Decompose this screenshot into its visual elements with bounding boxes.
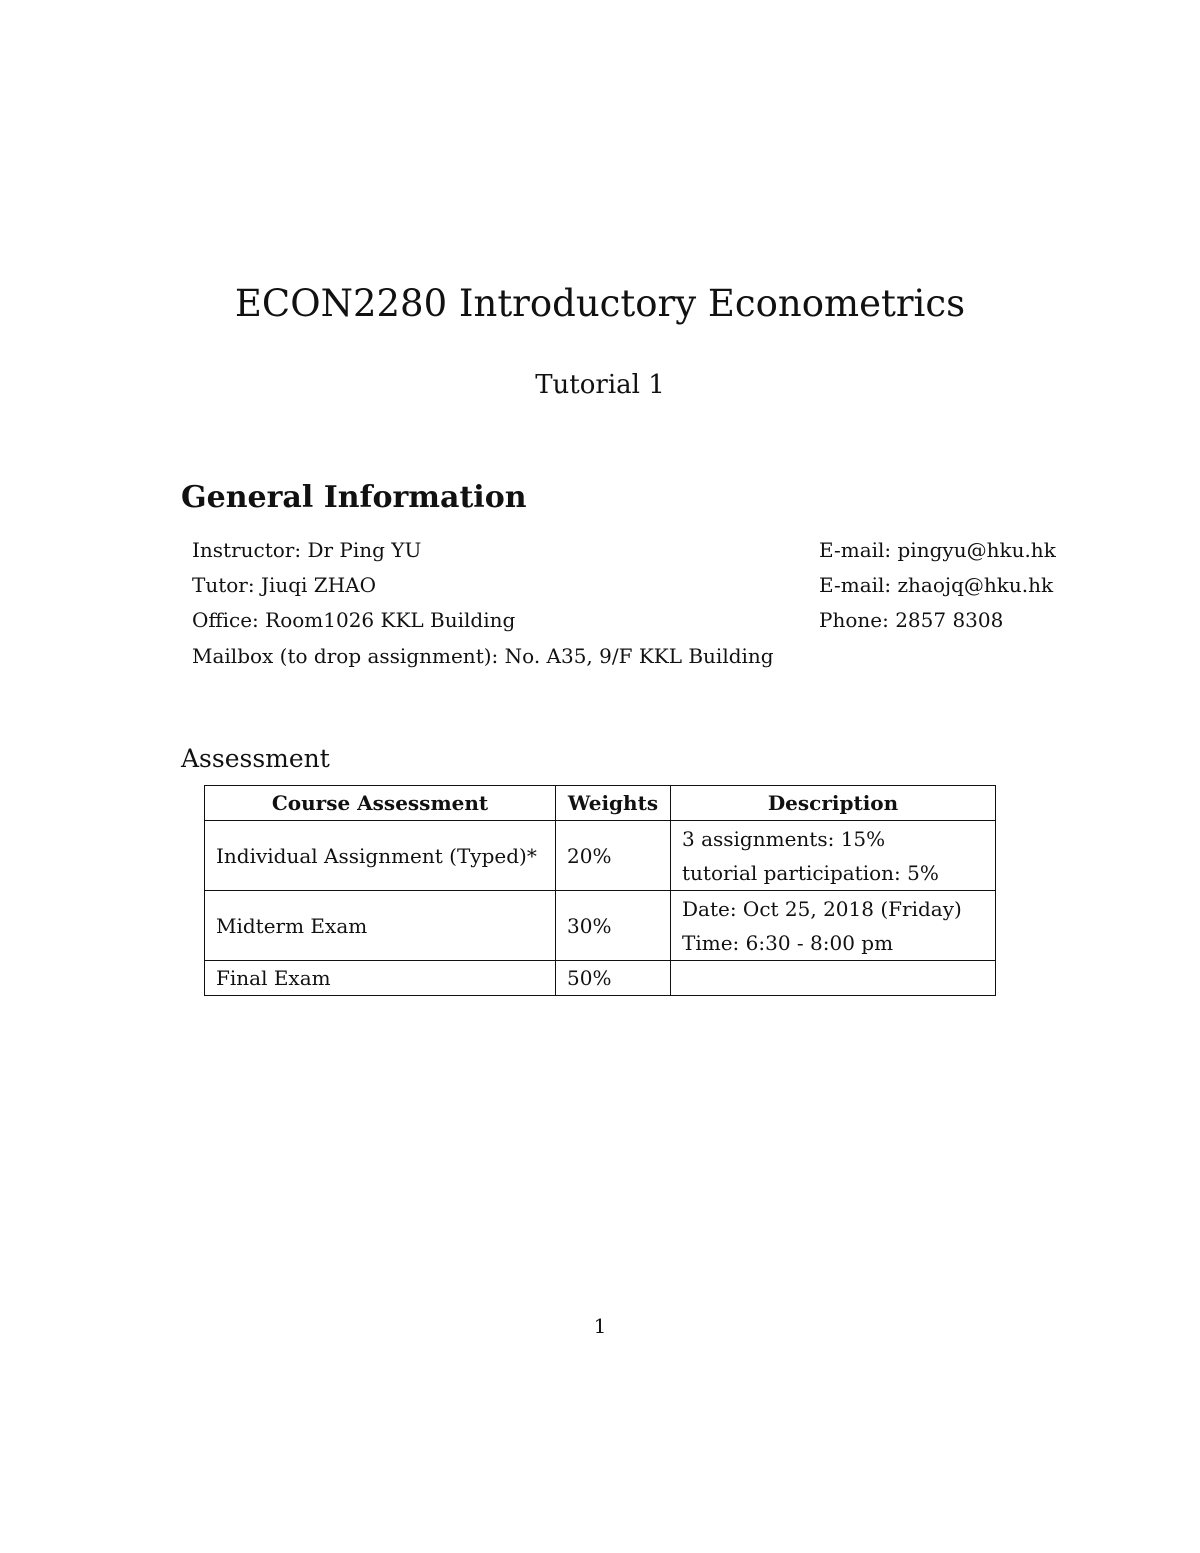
- weight-cell: 50%: [556, 961, 671, 996]
- office-location: Office: Room1026 KKL Building: [192, 608, 516, 632]
- weight-cell: 20%: [556, 821, 671, 891]
- general-information-block: [192, 533, 1072, 683]
- table-row: [205, 821, 996, 891]
- assessment-heading: Assessment: [181, 744, 330, 773]
- office-phone: Phone: 2857 8308: [819, 608, 1004, 632]
- description-line: Date: Oct 25, 2018 (Friday): [682, 896, 962, 921]
- info-row-mailbox: [192, 639, 1072, 673]
- column-header-description: Description: [671, 786, 996, 821]
- weight-cell: 30%: [556, 891, 671, 961]
- instructor-name: Instructor: Dr Ping YU: [192, 538, 422, 562]
- info-row-instructor: [192, 533, 1072, 567]
- table-row: [205, 891, 996, 961]
- description-cell: [671, 891, 996, 961]
- instructor-email: E-mail: pingyu@hku.hk: [819, 538, 1056, 562]
- assessment-table: [204, 785, 996, 996]
- course-cell: Midterm Exam: [205, 891, 556, 961]
- course-cell: Final Exam: [205, 961, 556, 996]
- description-line: 3 assignments: 15%: [682, 826, 886, 851]
- general-information-heading: General Information: [181, 480, 527, 515]
- mailbox-location: Mailbox (to drop assignment): No. A35, 9/F KKL Building: [192, 644, 774, 668]
- tutor-email: E-mail: zhaojq@hku.hk: [819, 573, 1054, 597]
- description-line: Time: 6:30 - 8:00 pm: [682, 930, 894, 955]
- description-cell: [671, 961, 996, 996]
- page-number: 1: [593, 1314, 607, 1338]
- table-row: [205, 961, 996, 996]
- description-cell: [671, 821, 996, 891]
- tutor-name: Tutor: Jiuqi ZHAO: [192, 573, 376, 597]
- info-row-office: [192, 603, 1072, 637]
- description-line: tutorial participation: 5%: [682, 860, 939, 885]
- column-header-weights: Weights: [556, 786, 671, 821]
- page-subtitle: Tutorial 1: [535, 370, 665, 400]
- course-cell: Individual Assignment (Typed)*: [205, 821, 556, 891]
- info-row-tutor: [192, 568, 1072, 602]
- table-header-row: [205, 786, 996, 821]
- page-title: ECON2280 Introductory Econometrics: [234, 282, 966, 325]
- column-header-course: Course Assessment: [205, 786, 556, 821]
